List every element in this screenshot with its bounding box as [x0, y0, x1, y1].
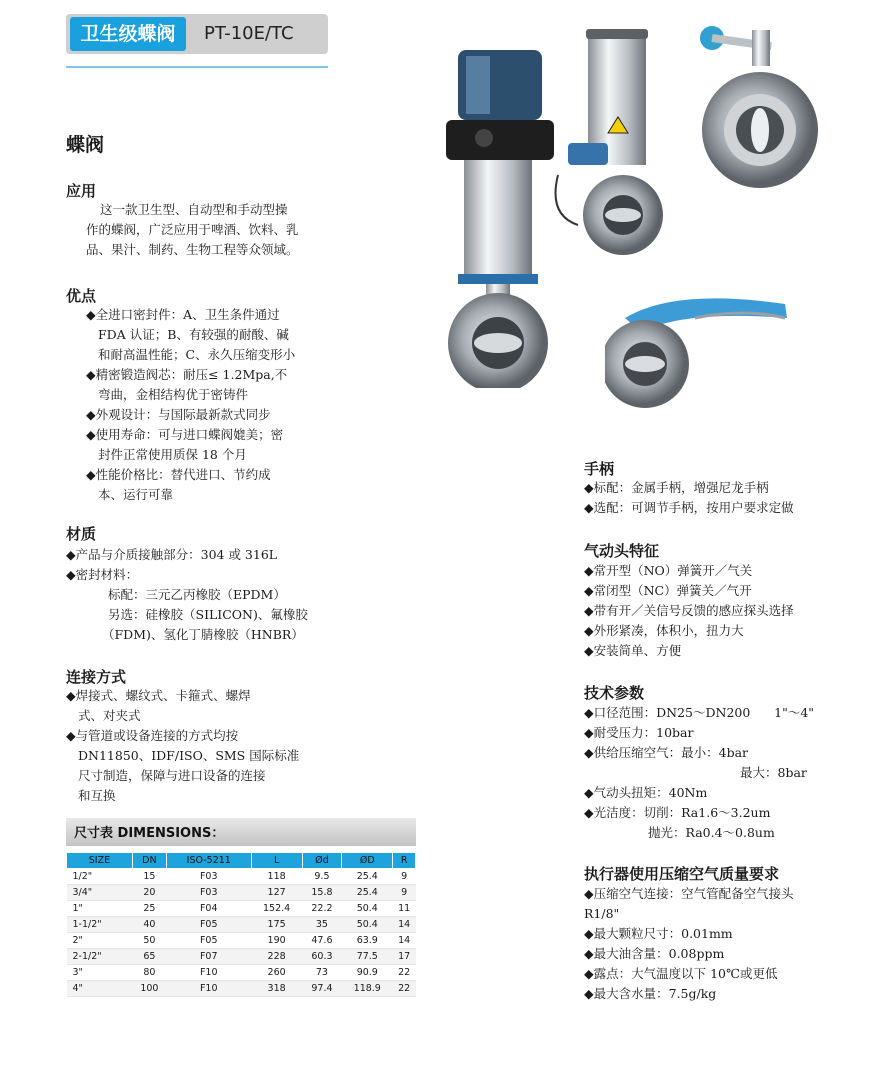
table-cell: 3/4" — [67, 885, 133, 901]
table-cell: 25.4 — [342, 869, 393, 885]
application-line: 作的蝶阀，广泛应用于啤酒、饮料、乳 — [86, 222, 299, 237]
table-cell: 1-1/2" — [67, 917, 133, 933]
advantages-line: ◆性能价格比：替代进口、节约成 — [86, 467, 271, 482]
table-cell: 3" — [67, 965, 133, 981]
connection-line: DN11850、IDF/ISO、SMS 国际标准 — [78, 748, 300, 763]
table-cell: 127 — [251, 885, 302, 901]
pneumatic-line: ◆带有开／关信号反馈的感应探头选择 — [584, 603, 794, 618]
table-cell: 9 — [393, 869, 416, 885]
pneumatic-valve-photo — [436, 38, 564, 388]
advantages-line: ◆精密锻造阀芯：耐压≤ 1.2Mpa,不 — [86, 367, 288, 382]
table-cell: 77.5 — [342, 949, 393, 965]
table-header-row — [67, 853, 416, 869]
table-cell: 80 — [132, 965, 166, 981]
table-cell: F07 — [166, 949, 251, 965]
pneumatic-actuator-valve-photo — [548, 25, 678, 265]
pneumatic-text — [584, 561, 794, 661]
dimensions-heading: 尺寸表 DIMENSIONS： — [74, 826, 225, 841]
table-cell: 90.9 — [342, 965, 393, 981]
header-underline — [66, 66, 328, 68]
table-cell: 175 — [251, 917, 302, 933]
air-quality-line: ◆最大油含量：0.08ppm — [584, 946, 725, 961]
application-line: 这一款卫生型、自动型和手动型操 — [100, 202, 288, 217]
table-cell: 14 — [393, 933, 416, 949]
table-cell: 65 — [132, 949, 166, 965]
pneumatic-line: ◆外形紧凑，体积小，扭力大 — [584, 623, 744, 638]
handle-heading: 手柄 — [584, 460, 615, 478]
table-cell: 15.8 — [302, 885, 342, 901]
table-cell: 4" — [67, 981, 133, 997]
table-cell: 97.4 — [302, 981, 342, 997]
table-row — [67, 869, 416, 885]
table-cell: 50.4 — [342, 917, 393, 933]
table-cell: 17 — [393, 949, 416, 965]
connection-text — [66, 686, 299, 806]
table-row — [67, 917, 416, 933]
table-row — [67, 933, 416, 949]
table-cell: 50.4 — [342, 901, 393, 917]
pneumatic-heading: 气动头特征 — [584, 542, 660, 560]
advantages-text — [86, 305, 295, 505]
material-text — [66, 545, 308, 645]
column-header: R — [393, 853, 416, 869]
dimensions-table — [66, 852, 416, 997]
tech-line: 抛光：Ra0.4～0.8um — [648, 825, 775, 840]
table-cell: 152.4 — [251, 901, 302, 917]
advantages-line: ◆使用寿命：可与进口蝶阀媲美；密 — [86, 427, 284, 442]
column-header: ØD — [342, 853, 393, 869]
tech-line: ◆耐受压力：10bar — [584, 725, 694, 740]
application-line: 品、果汁、制药、生物工程等众领域。 — [86, 242, 299, 257]
table-cell: 11 — [393, 901, 416, 917]
advantages-line: ◆全进口密封件：A、卫生条件通过 — [86, 307, 280, 322]
tech-line: ◆气动头扭矩：40Nm — [584, 785, 708, 800]
tech-heading: 技术参数 — [584, 684, 645, 702]
table-cell: F10 — [166, 965, 251, 981]
header-badge: 卫生级蝶阀 — [70, 17, 186, 51]
page-title: 蝶阀 — [66, 134, 105, 156]
table-cell: 1" — [67, 901, 133, 917]
material-line: ◆密封材料： — [66, 567, 139, 582]
application-heading: 应用 — [66, 182, 97, 200]
table-cell: F05 — [166, 917, 251, 933]
pneumatic-line: ◆常闭型（NC）弹簧关／气开 — [584, 583, 752, 598]
tech-line: ◆供给压缩空气：最小：4bar — [584, 745, 748, 760]
application-text — [66, 200, 299, 260]
column-header: Ød — [302, 853, 342, 869]
table-cell: 1/2" — [67, 869, 133, 885]
table-row — [67, 901, 416, 917]
table-cell: 118 — [251, 869, 302, 885]
table-row — [67, 885, 416, 901]
table-cell: F03 — [166, 869, 251, 885]
table-cell: F05 — [166, 933, 251, 949]
table-cell: 20 — [132, 885, 166, 901]
table-cell: 50 — [132, 933, 166, 949]
table-row — [67, 981, 416, 997]
air-quality-heading: 执行器使用压缩空气质量要求 — [584, 865, 780, 883]
air-quality-line: ◆压缩空气连接：空气管配备空气接头 — [584, 886, 794, 901]
table-cell: F03 — [166, 885, 251, 901]
handle-valve-photo — [605, 288, 805, 416]
table-cell: 118.9 — [342, 981, 393, 997]
table-cell: 25 — [132, 901, 166, 917]
table-cell: 9 — [393, 885, 416, 901]
material-heading: 材质 — [66, 525, 97, 543]
table-cell: 318 — [251, 981, 302, 997]
table-cell: 14 — [393, 917, 416, 933]
connection-line: 尺寸制造，保障与进口设备的连接 — [78, 768, 266, 783]
connection-line: 式、对夹式 — [78, 708, 141, 723]
material-line: ◆产品与介质接触部分：304 或 316L — [66, 547, 278, 562]
handle-line: ◆标配：金属手柄，增强尼龙手柄 — [584, 480, 769, 495]
tech-line: ◆光洁度：切削：Ra1.6～3.2um — [584, 805, 771, 820]
table-row — [67, 949, 416, 965]
table-cell: F04 — [166, 901, 251, 917]
column-header: SIZE — [67, 853, 133, 869]
header-model-code: PT-10E/TC — [204, 23, 294, 44]
table-cell: 190 — [251, 933, 302, 949]
advantages-line: 封件正常使用质保 18 个月 — [98, 447, 247, 462]
table-cell: 2-1/2" — [67, 949, 133, 965]
tech-text — [584, 703, 814, 843]
column-header: L — [251, 853, 302, 869]
material-line: 标配：三元乙丙橡胶（EPDM） — [108, 587, 286, 602]
handle-text — [584, 478, 794, 518]
table-cell: 47.6 — [302, 933, 342, 949]
handle-line: ◆选配：可调节手柄，按用户要求定做 — [584, 500, 794, 515]
table-row — [67, 965, 416, 981]
table-cell: 15 — [132, 869, 166, 885]
table-cell: 73 — [302, 965, 342, 981]
table-cell: 25.4 — [342, 885, 393, 901]
advantages-line: ◆外观设计：与国际最新款式同步 — [86, 407, 271, 422]
table-cell: 40 — [132, 917, 166, 933]
manual-valve-photo — [690, 20, 830, 200]
air-quality-line: ◆露点：大气温度以下 10℃或更低 — [584, 966, 778, 981]
table-cell: 22.2 — [302, 901, 342, 917]
table-cell: 60.3 — [302, 949, 342, 965]
pneumatic-line: ◆安装简单、方便 — [584, 643, 682, 658]
advantages-line: 和耐高温性能；C、永久压缩变形小 — [98, 347, 296, 362]
tech-line: ◆口径范围：DN25～DN200 1"～4" — [584, 705, 815, 720]
table-cell: 260 — [251, 965, 302, 981]
air-quality-line: ◆最大含水量：7.5g/kg — [584, 986, 717, 1001]
table-cell: 63.9 — [342, 933, 393, 949]
pneumatic-line: ◆常开型（NO）弹簧开／气关 — [584, 563, 753, 578]
air-quality-line: ◆最大颗粒尺寸：0.01mm — [584, 926, 733, 941]
table-cell: 35 — [302, 917, 342, 933]
connection-heading: 连接方式 — [66, 668, 127, 686]
column-header: ISO-5211 — [166, 853, 251, 869]
air-quality-line: R1/8" — [584, 906, 620, 921]
table-cell: 100 — [132, 981, 166, 997]
advantages-line: 本、运行可靠 — [98, 487, 174, 502]
material-line: 另选：硅橡胶（SILICON)、氟橡胶 — [108, 607, 308, 622]
connection-line: ◆焊接式、螺纹式、卡箍式、螺焊 — [66, 688, 251, 703]
table-cell: F10 — [166, 981, 251, 997]
connection-line: 和互换 — [78, 788, 116, 803]
table-cell: 22 — [393, 965, 416, 981]
advantages-line: 弯曲，金相结构优于密铸件 — [98, 387, 249, 402]
table-cell: 2" — [67, 933, 133, 949]
table-cell: 9.5 — [302, 869, 342, 885]
advantages-line: FDA 认证；B、有较强的耐酸、碱 — [98, 327, 289, 342]
tech-line: 最大：8bar — [740, 765, 807, 780]
table-cell: 228 — [251, 949, 302, 965]
air-quality-text — [584, 884, 794, 1004]
column-header: DN — [132, 853, 166, 869]
material-line: （FDM)、氢化丁腈橡胶（HNBR） — [102, 627, 304, 642]
table-cell: 22 — [393, 981, 416, 997]
advantages-heading: 优点 — [66, 287, 97, 305]
dimensions-heading-bar — [66, 818, 416, 846]
connection-line: ◆与管道或设备连接的方式均按 — [66, 728, 239, 743]
dimensions-table-body — [67, 869, 416, 997]
